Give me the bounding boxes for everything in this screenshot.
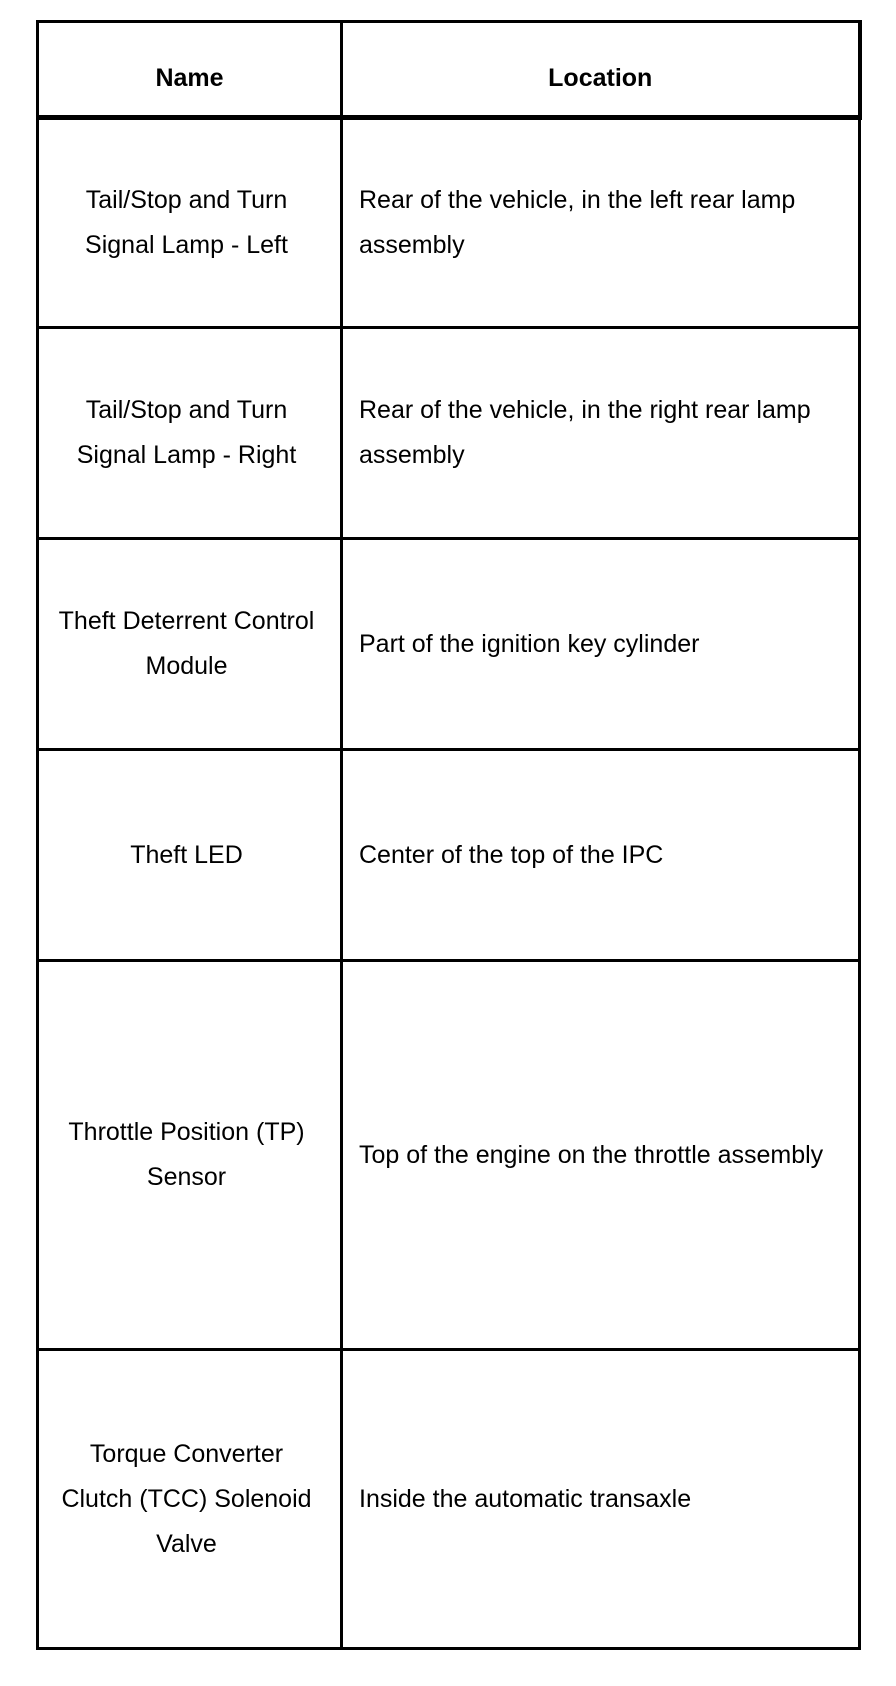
header-row — [38, 22, 860, 118]
component-location-cell: Rear of the vehicle, in the left rear lamp assembly — [342, 118, 860, 328]
table-row — [38, 1350, 860, 1649]
table-row — [38, 539, 860, 750]
component-location-cell: Top of the engine on the throttle assembly — [342, 961, 860, 1350]
component-name-cell: Tail/Stop and Turn Signal Lamp - Left — [38, 118, 342, 328]
table-row — [38, 118, 860, 328]
component-location-cell: Part of the ignition key cylinder — [342, 539, 860, 750]
component-location-cell: Rear of the vehicle, in the right rear lamp assembly — [342, 328, 860, 539]
table-row — [38, 750, 860, 961]
component-name-cell: Theft Deterrent Control Module — [38, 539, 342, 750]
component-location-cell: Inside the automatic transaxle — [342, 1350, 860, 1649]
column-header-name: Name — [38, 22, 342, 118]
component-location-table — [36, 20, 862, 1650]
component-name-cell: Tail/Stop and Turn Signal Lamp - Right — [38, 328, 342, 539]
table-row — [38, 961, 860, 1350]
component-name-cell: Torque Converter Clutch (TCC) Solenoid Valve — [38, 1350, 342, 1649]
component-name-cell: Theft LED — [38, 750, 342, 961]
table-row — [38, 328, 860, 539]
component-location-cell: Center of the top of the IPC — [342, 750, 860, 961]
component-name-cell: Throttle Position (TP) Sensor — [38, 961, 342, 1350]
column-header-location: Location — [342, 22, 860, 118]
